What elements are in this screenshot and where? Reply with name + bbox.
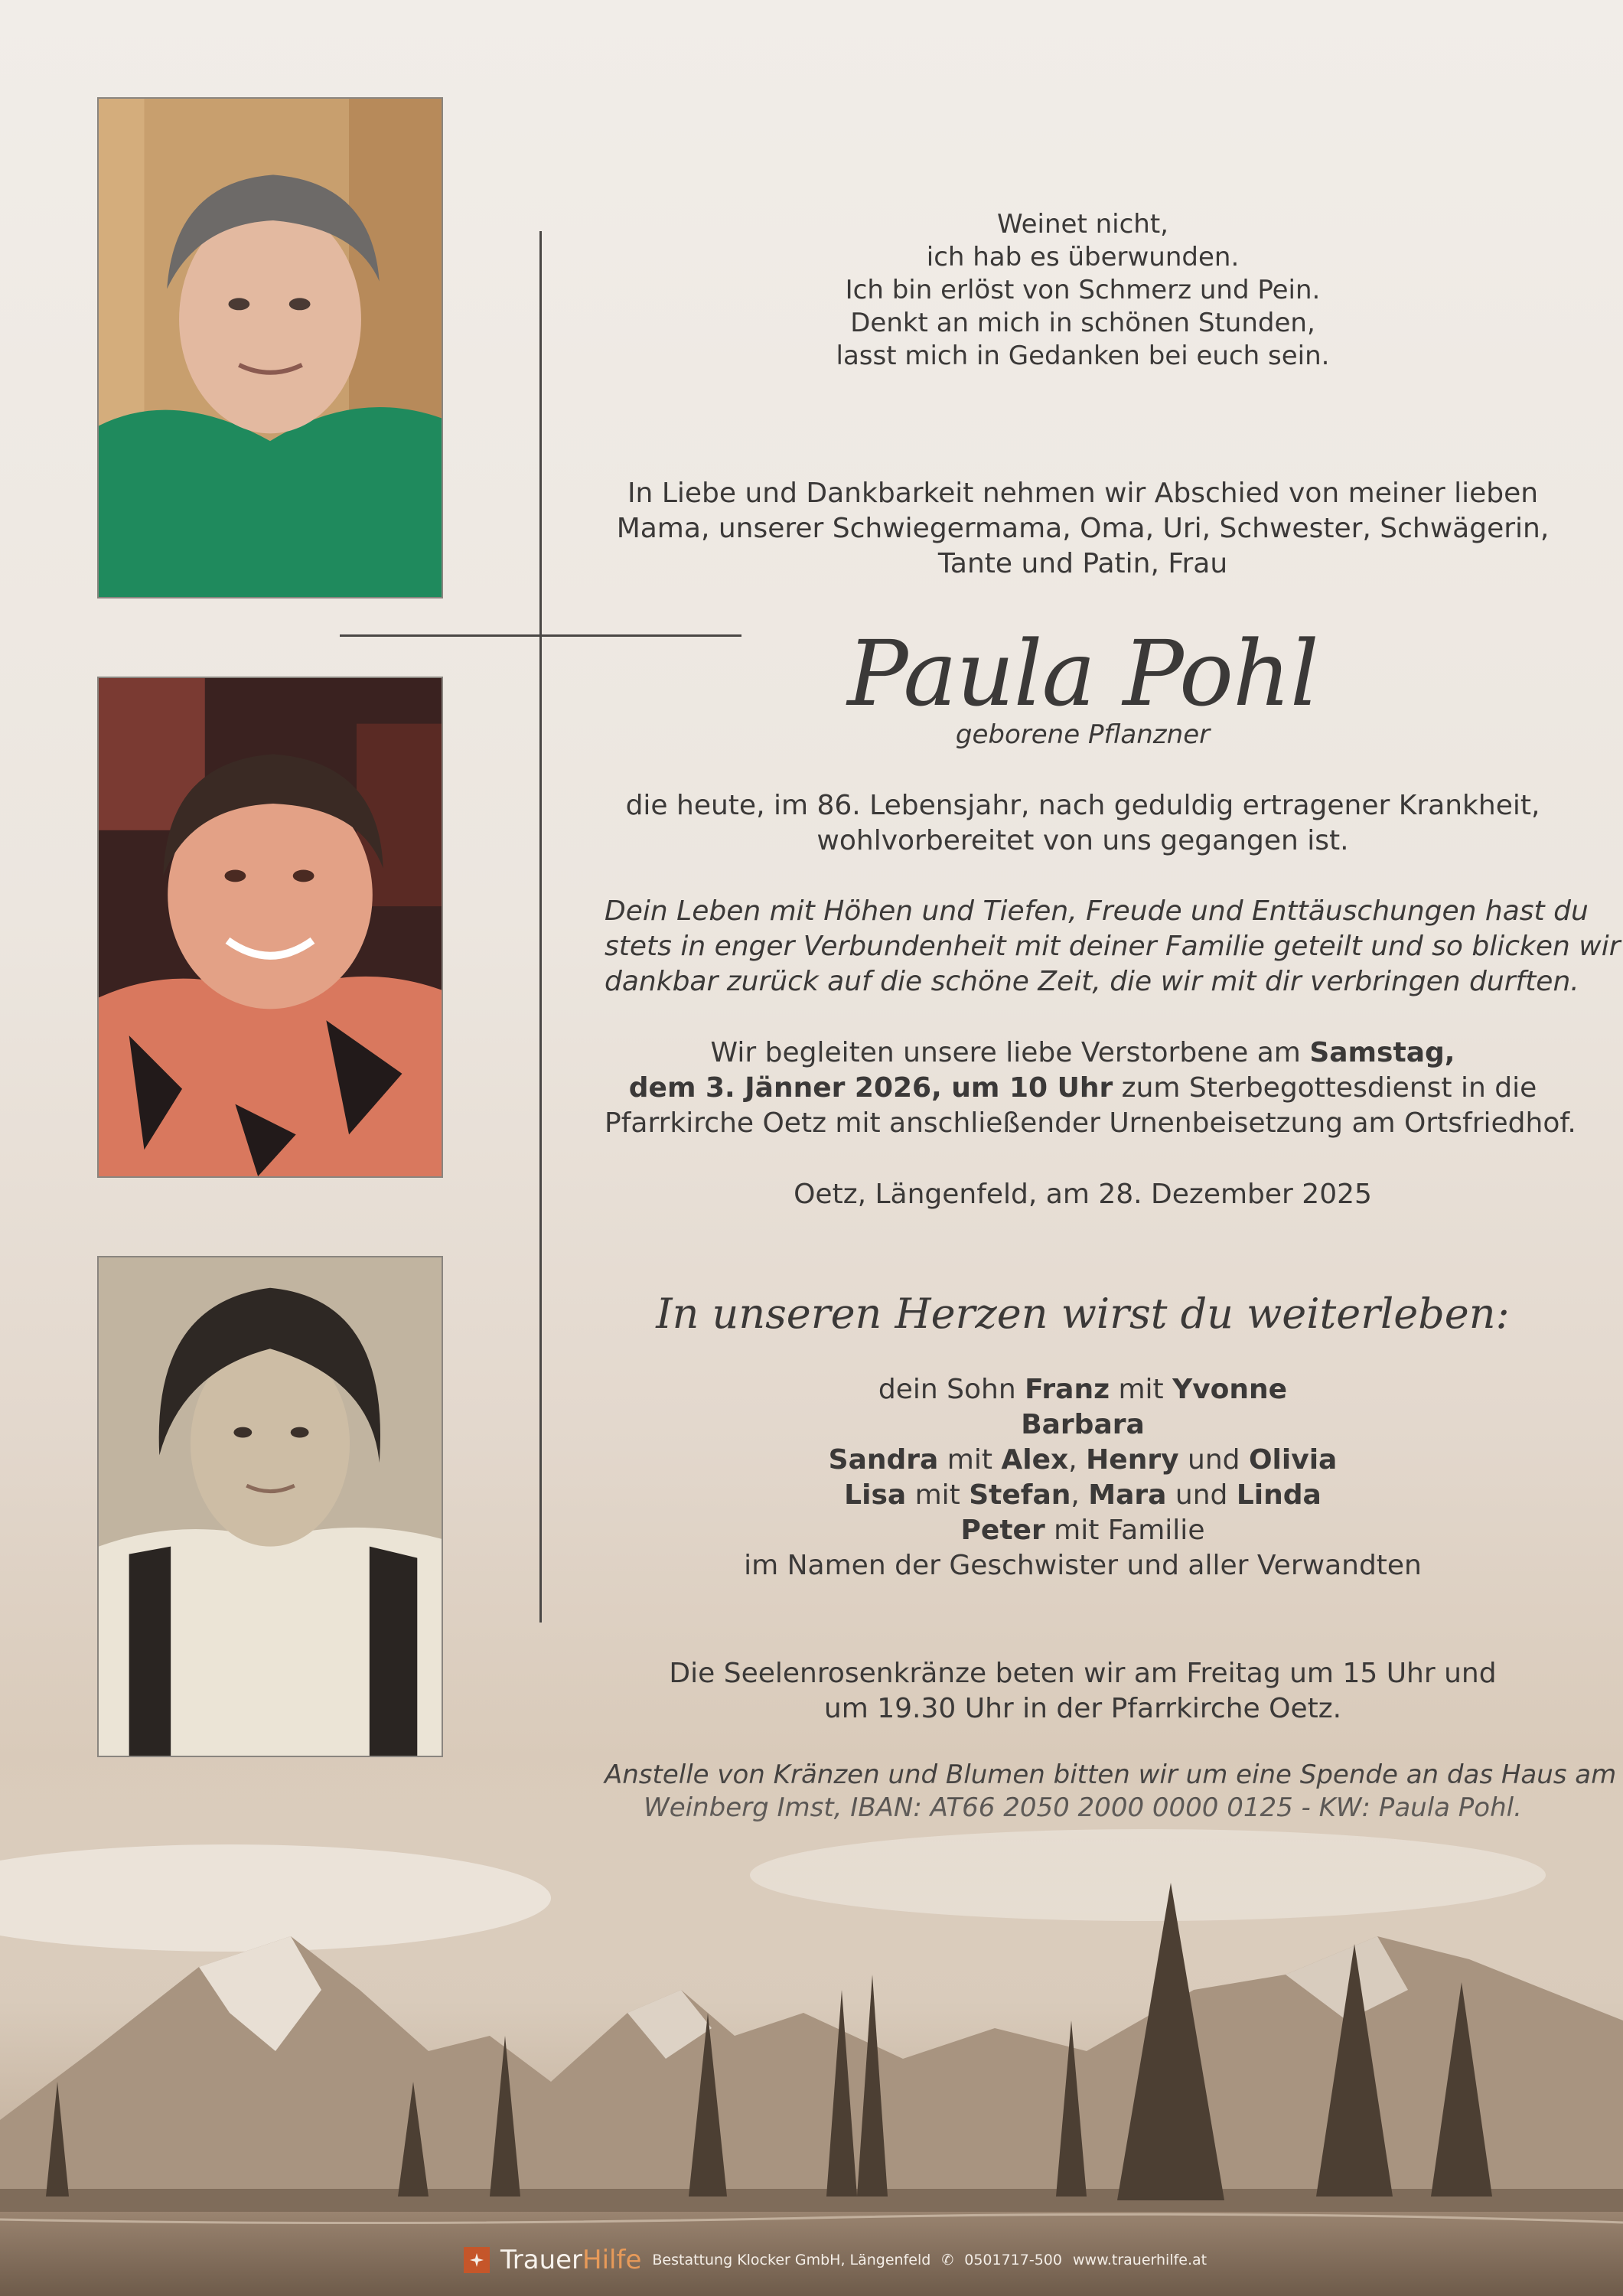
family-line: Peter mit Familie bbox=[960, 1515, 1205, 1546]
footer-website[interactable]: www.trauerhilfe.at bbox=[1072, 2252, 1207, 2268]
family-line: Sandra mit Alex, Henry und Olivia bbox=[828, 1444, 1338, 1476]
intro-text bbox=[605, 476, 1561, 582]
mountain-landscape-image bbox=[0, 1760, 1623, 2296]
poem-line: lasst mich in Gedanken bei euch sein. bbox=[836, 341, 1330, 371]
trauerhilfe-logo-text bbox=[500, 2245, 641, 2275]
birth-name: geborene Pflanzner bbox=[955, 719, 1211, 750]
trauerhilfe-logo-icon bbox=[464, 2247, 490, 2273]
tribute-line: dankbar zurück auf die schöne Zeit, die wir mit dir verbringen durften. bbox=[605, 966, 1579, 997]
rosary-line: um 19.30 Uhr in der Pfarrkirche Oetz. bbox=[823, 1693, 1342, 1724]
mourners-heading: In unseren Herzen wirst du weiterleben: bbox=[656, 1290, 1510, 1338]
deceased-name: Paula Pohl bbox=[847, 621, 1318, 726]
tribute-text bbox=[605, 894, 1621, 1000]
footer-company: Bestattung Klocker GmbH, Längenfeld bbox=[652, 2252, 931, 2268]
cross-vertical-bar bbox=[539, 231, 542, 1623]
passing-line: wohlvorbereitet von uns gegangen ist. bbox=[816, 825, 1349, 856]
logo-text-part: Hilfe bbox=[582, 2245, 642, 2275]
funeral-line-3: Pfarrkirche Oetz mit anschließender Urnenbeisetzung am Ortsfriedhof. bbox=[605, 1107, 1576, 1139]
tribute-line: Dein Leben mit Höhen und Tiefen, Freude und Enttäuschungen hast du bbox=[605, 895, 1589, 927]
rosary-line: Die Seelenrosenkränze beten wir am Freitag um 15 Uhr und bbox=[669, 1658, 1497, 1689]
family-line: dein Sohn Franz mit Yvonne bbox=[878, 1374, 1288, 1405]
family-line: Barbara bbox=[1021, 1409, 1145, 1440]
family-line: Lisa mit Stefan, Mara und Linda bbox=[844, 1479, 1322, 1511]
poem-line: Denkt an mich in schönen Stunden, bbox=[850, 308, 1315, 338]
funeral-line-2: dem 3. Jänner 2026, um 10 Uhr zum Sterbegottesdienst in die bbox=[628, 1072, 1537, 1104]
phone-icon: ✆ bbox=[941, 2252, 954, 2268]
poem bbox=[605, 208, 1561, 373]
portrait-photo-3 bbox=[97, 1256, 443, 1757]
footer-bar bbox=[464, 2245, 1207, 2275]
funeral-text bbox=[605, 1035, 1576, 1141]
portrait-photo-2 bbox=[97, 677, 443, 1178]
poem-line: Weinet nicht, bbox=[997, 209, 1168, 240]
intro-line: Mama, unserer Schwiegermama, Oma, Uri, Schwester, Schwägerin, bbox=[616, 513, 1550, 544]
portrait-photo-1 bbox=[97, 97, 443, 598]
poem-line: Ich bin erlöst von Schmerz und Pein. bbox=[845, 275, 1321, 305]
passing-line: die heute, im 86. Lebensjahr, nach geduldig ertragener Krankheit, bbox=[625, 790, 1540, 821]
intro-line: Tante und Patin, Frau bbox=[937, 548, 1228, 579]
family-list bbox=[605, 1372, 1561, 1583]
place-date: Oetz, Längenfeld, am 28. Dezember 2025 bbox=[794, 1179, 1372, 1210]
tribute-line: stets in enger Verbundenheit mit deiner Familie geteilt und so blicken wir bbox=[605, 931, 1621, 962]
funeral-line-1: Wir begleiten unsere liebe Verstorbene am Samstag, bbox=[710, 1037, 1455, 1068]
passing-text bbox=[605, 788, 1561, 859]
logo-text-part: Trauer bbox=[500, 2245, 583, 2275]
family-line: im Namen der Geschwister und aller Verwandten bbox=[744, 1550, 1422, 1581]
rosary-text bbox=[605, 1656, 1561, 1727]
footer-phone: 0501717-500 bbox=[964, 2252, 1062, 2268]
intro-line: In Liebe und Dankbarkeit nehmen wir Abschied von meiner lieben bbox=[627, 478, 1539, 509]
poem-line: ich hab es überwunden. bbox=[926, 242, 1240, 272]
